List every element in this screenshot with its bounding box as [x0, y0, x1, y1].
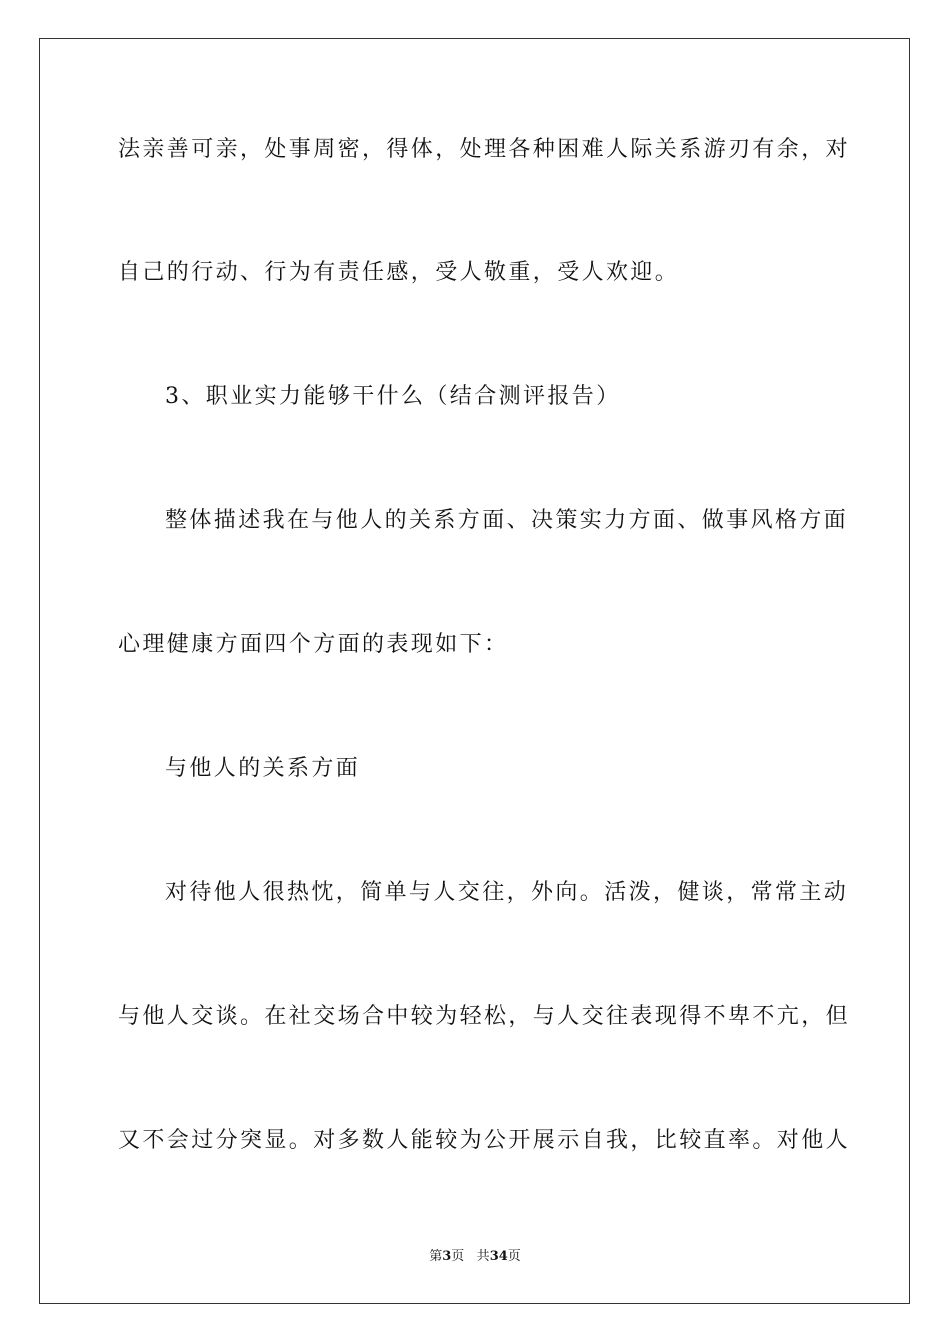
total-pages: 34 — [489, 1249, 508, 1264]
page-suffix: 页 — [451, 1249, 465, 1264]
body-text-line-4: 整体描述我在与他人的关系方面、决策实力方面、做事风格方面 — [165, 508, 849, 533]
page-footer — [0, 1248, 950, 1266]
total-suffix: 页 — [507, 1249, 521, 1264]
body-text-line-7: 对待他人很热忱，简单与人交往，外向。活泼，健谈，常常主动 — [165, 880, 849, 905]
page-prefix: 第 — [429, 1249, 443, 1264]
section-heading: 3、职业实力能够干什么（结合测评报告） — [165, 384, 621, 409]
body-text-line-5: 心理健康方面四个方面的表现如下： — [118, 632, 509, 657]
body-text-line-2: 自己的行动、行为有责任感，受人敬重，受人欢迎。 — [118, 260, 680, 285]
total-prefix: 共 — [476, 1249, 490, 1264]
body-text-line-9: 又不会过分突显。对多数人能较为公开展示自我，比较直率。对他人 — [118, 1128, 851, 1153]
page-number: 3 — [442, 1249, 452, 1264]
body-text-line-1: 法亲善可亲，处事周密，得体，处理各种困难人际关系游刃有余，对 — [118, 137, 851, 162]
subsection-heading: 与他人的关系方面 — [165, 756, 361, 781]
page-border — [39, 38, 910, 1304]
body-text-line-8: 与他人交谈。在社交场合中较为轻松，与人交往表现得不卑不亢，但 — [118, 1004, 851, 1029]
